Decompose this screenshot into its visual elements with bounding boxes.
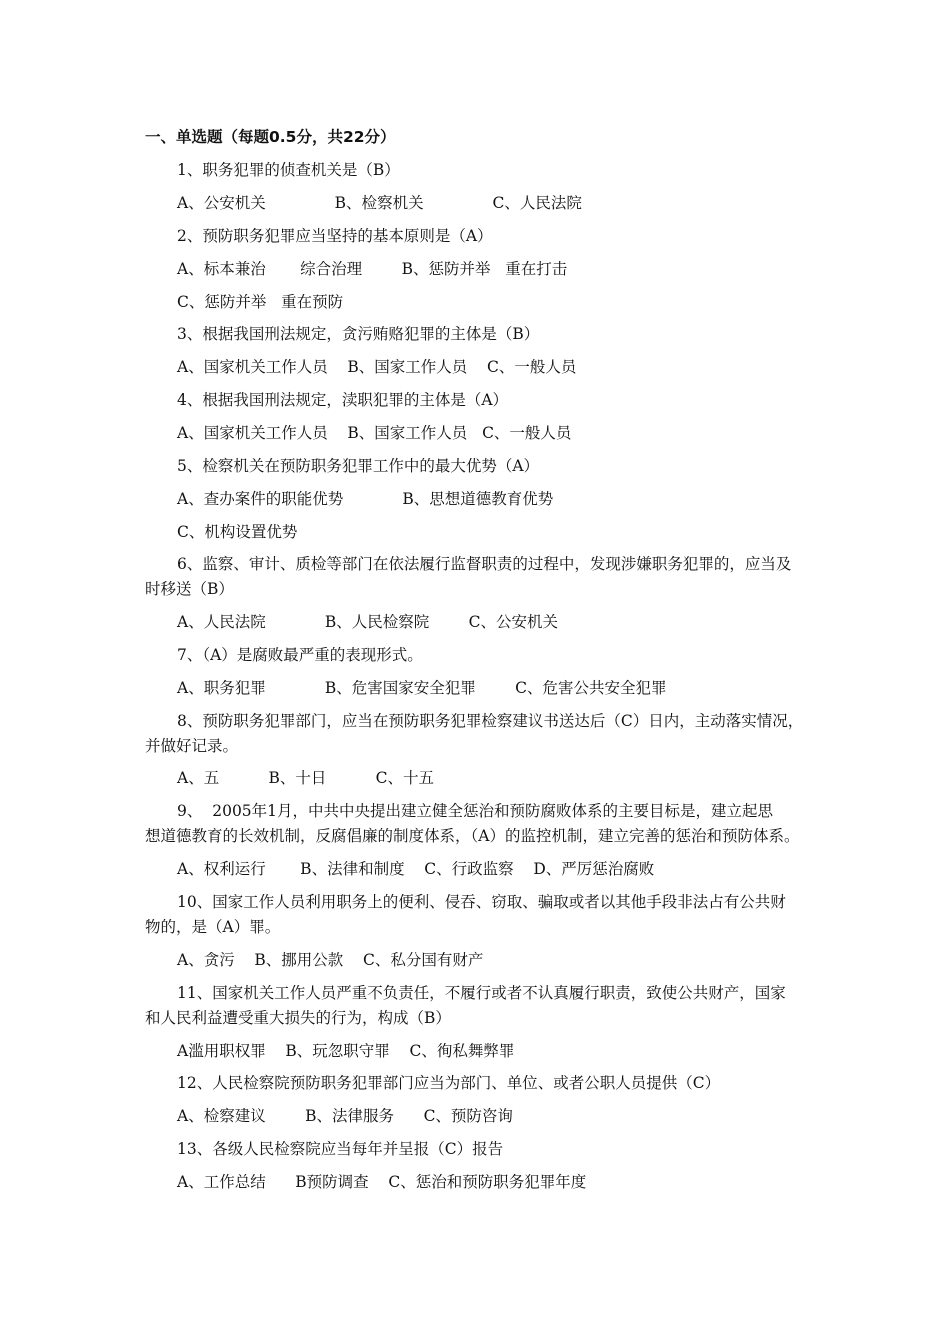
question-12-text: 12、人民检察院预防职务犯罪部门应当为部门、单位、或者公职人员提供（C） xyxy=(177,1074,721,1092)
question-8-text: 8、预防职务犯罪部门，应当在预防职务犯罪检察建议书送达后（C）日内，主动落实情况， xyxy=(177,712,804,730)
question-4-options: A、国家机关工作人员 B、国家工作人员 C、一般人员 xyxy=(177,424,572,442)
question-5-options-cont: C、机构设置优势 xyxy=(177,523,298,541)
question-6-text: 6、监察、审计、质检等部门在依法履行监督职责的过程中，发现涉嫌职务犯罪的，应当及 xyxy=(177,555,792,573)
question-3-options: A、国家机关工作人员 B、国家工作人员 C、一般人员 xyxy=(177,358,577,376)
question-6-options: A、人民法院 B、人民检察院 C、公安机关 xyxy=(177,613,558,631)
section-title: 一、单选题（每题0.5分，共22分） xyxy=(145,128,396,146)
question-1-options: A、公安机关 B、检察机关 C、人民法院 xyxy=(177,194,582,212)
question-9-text: 9、 2005年1月，中共中央提出建立健全惩治和预防腐败体系的主要目标是，建立起思 xyxy=(177,802,774,820)
question-7-text: 7、（A）是腐败最严重的表现形式。 xyxy=(177,646,423,664)
question-6-text-cont: 时移送（B） xyxy=(145,580,234,598)
question-13-text: 13、各级人民检察院应当每年并呈报（C）报告 xyxy=(177,1140,504,1158)
question-7-options: A、职务犯罪 B、危害国家安全犯罪 C、危害公共安全犯罪 xyxy=(177,679,667,697)
question-2-text: 2、预防职务犯罪应当坚持的基本原则是（A） xyxy=(177,227,493,245)
question-12-options: A、检察建议 B、法律服务 C、预防咨询 xyxy=(177,1107,513,1125)
question-9-text-cont: 想道德教育的长效机制，反腐倡廉的制度体系，（A）的监控机制，建立完善的惩治和预防体系。 xyxy=(145,827,800,845)
question-4-text: 4、根据我国刑法规定，渎职犯罪的主体是（A） xyxy=(177,391,509,409)
question-5-text: 5、检察机关在预防职务犯罪工作中的最大优势（A） xyxy=(177,457,540,475)
question-13-options: A、工作总结 B预防调查 C、惩治和预防职务犯罪年度 xyxy=(177,1173,587,1191)
question-3-text: 3、根据我国刑法规定，贪污贿赂犯罪的主体是（B） xyxy=(177,325,540,343)
question-10-options: A、贪污 B、挪用公款 C、私分国有财产 xyxy=(177,951,484,969)
question-11-options: A滥用职权罪 B、玩忽职守罪 C、徇私舞弊罪 xyxy=(177,1042,515,1060)
question-2-options-cont: C、惩防并举 重在预防 xyxy=(177,293,344,311)
question-8-options: A、五 B、十日 C、十五 xyxy=(177,769,434,787)
question-10-text-cont: 物的，是（A）罪。 xyxy=(145,918,281,936)
question-2-options: A、标本兼治 综合治理 B、惩防并举 重在打击 xyxy=(177,260,568,278)
question-10-text: 10、国家工作人员利用职务上的便利、侵吞、窃取、骗取或者以其他手段非法占有公共财 xyxy=(177,893,786,911)
question-11-text-cont: 和人民利益遭受重大损失的行为，构成（B） xyxy=(145,1009,451,1027)
question-8-text-cont: 并做好记录。 xyxy=(145,737,239,755)
question-9-options: A、权利运行 B、法律和制度 C、行政监察 D、严厉惩治腐败 xyxy=(177,860,655,878)
question-11-text: 11、国家机关工作人员严重不负责任，不履行或者不认真履行职责，致使公共财产，国家 xyxy=(177,984,786,1002)
question-5-options: A、查办案件的职能优势 B、思想道德教育优势 xyxy=(177,490,554,508)
question-1-text: 1、职务犯罪的侦查机关是（B） xyxy=(177,161,400,179)
